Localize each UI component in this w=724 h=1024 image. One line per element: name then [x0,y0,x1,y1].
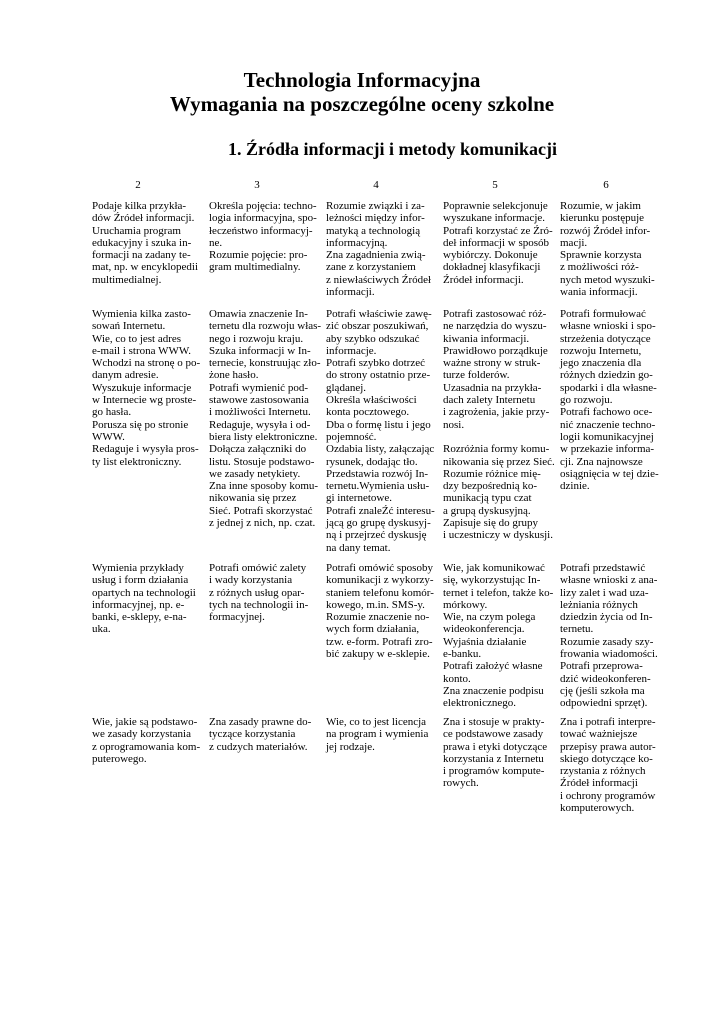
requirement-cell-r2-g6: Potrafi formułować własne wnioski i spo- strzeżenia dotyczące rozwoju Internetu, jego znaczenia dla różnych dziedzin go- spodarki i dla własne- go rozwoju. Potrafi fachowo oce- nić znaczenie techno- logii komunikacyjnej w przekazie informa- cji. Zna najnowsze osiągnięcia w tej dzie- dzinie. [560,308,659,493]
requirement-cell-r4-g3: Zna zasady prawne do- tyczące korzystania z cudzych materiałów. [209,716,312,753]
requirement-cell-r3-g6: Potrafi przedstawić własne wnioski z ana- lizy zalet i wad uza- leżniania różnych dziedzin życia od In- ternetu. Rozumie zasady szy- frowania wiadomości. Potrafi przeprowa- dzić wideokonferen- cję (jeśli szkoła ma odpowiedni sprzęt). [560,562,658,710]
grade-header-5: 5 [492,179,498,191]
requirement-cell-r2-g5: Potrafi zastosować róż- ne narzędzia do wyszu- kiwania informacji. Prawidłowo porządkuje ważne strony w struk- turze folderów. Uzasadnia na przykła- dach zalety Internetu i zagrożenia, jakie przy- nosi. Rozróżnia formy komu- nikowania się przez Sieć. Rozumie różnice mię- dzy bezpośrednią ko- munikacją typu czat a grupą dyskusyjną. Zapisuje się do grupy i uczestniczy w dyskusji. [443,308,555,542]
requirement-cell-r1-g5: Poprawnie selekcjonuje wyszukane informacje. Potrafi korzystać ze Źró- deł informacji w sposób wybiórczy. Dokonuje dokładnej klasyfikacji Źródeł informacji. [443,200,553,286]
requirement-cell-r1-g2: Podaje kilka przykła- dów Źródeł informacji. Uruchamia program edukacyjny i szuka in- formacji na zadany te- mat, np. w encyklopedii multimedialnej. [92,200,199,286]
requirement-cell-r4-g5: Zna i stosuje w prakty- ce podstawowe zasady prawa i etyki dotyczące korzystania z Internetu i programów kompute- rowych. [443,716,548,790]
requirement-cell-r2-g3: Omawia znaczenie In- ternetu dla rozwoju włas- nego i rozwoju kraju. Szuka informacji w In- ternecie, konstruując zło- żone hasło. Potrafi wymienić pod- stawowe zastosowania i możliwości Internetu. Redaguje, wysyła i od- biera listy elektroniczne. Dołącza załączniki do listu. Stosuje podstawo- we zasady netykiety. Zna inne sposoby komu- nikowania się przez Sieć. Potrafi skorzystać z jednej z nich, np. czat. [209,308,322,530]
grade-header-3: 3 [254,179,260,191]
requirement-cell-r2-g2: Wymienia kilka zasto- sowań Internetu. Wie, co to jest adres e-mail i strona WWW. Wchodzi na stronę o po- danym adresie. Wyszukuje informacje w Internecie wg proste- go hasła. Porusza się po stronie WWW. Redaguje i wysyła pros- ty list elektroniczny. [92,308,201,468]
requirement-cell-r4-g6: Zna i potrafi interpre- tować ważniejsze przepisy prawa autor- skiego dotyczące ko- rzystania z różnych Źródeł informacji i ochrony programów komputerowych. [560,716,656,815]
requirement-cell-r1-g6: Rozumie, w jakim kierunku postępuje rozwój Źródeł infor- macji. Sprawnie korzysta z możliwości róż- nych metod wyszuki- wania informacji. [560,200,655,299]
requirement-cell-r3-g5: Wie, jak komunikować się, wykorzystując In- ternet i telefon, także ko- mórkowy. Wie, na czym polega wideokonferencja. Wyjaśnia działanie e-banku. Potrafi założyć własne konto. Zna znaczenie podpisu elektronicznego. [443,562,554,710]
requirement-cell-r3-g2: Wymienia przykłady usług i form działania opartych na technologii informacyjnej, np. e- banki, e-sklepy, e-na- uka. [92,562,196,636]
document-title-line-1: Technologia Informacyjna [243,68,481,92]
requirement-cell-r4-g4: Wie, co to jest licencja na program i wymienia jej rodzaje. [326,716,429,753]
document-title-line-2: Wymagania na poszczególne oceny szkolne [169,92,555,116]
requirement-cell-r4-g2: Wie, jakie są podstawo- we zasady korzystania z oprogramowania kom- puterowego. [92,716,201,765]
grade-header-6: 6 [603,179,609,191]
requirement-cell-r3-g3: Potrafi omówić zalety i wady korzystania z różnych usług opar- tych na technologii in- formacyjnej. [209,562,309,624]
grade-header-2: 2 [135,179,141,191]
requirement-cell-r3-g4: Potrafi omówić sposoby komunikacji z wykorzy- staniem telefonu komór- kowego, m.in. SMS-y. Rozumie znaczenie no- wych form działania, tzw. e-form. Potrafi zro- bić zakupy w e-sklepie. [326,562,434,661]
grade-header-4: 4 [373,179,379,191]
requirement-cell-r1-g4: Rozumie związki i za- leżności między infor- matyką a technologią informacyjną. Zna zagadnienia zwią- zane z korzystaniem z niewłaściwych Źródeł informacji. [326,200,432,299]
section-heading: 1. Źródła informacji i metody komunikacji [228,139,557,159]
requirement-cell-r2-g4: Potrafi właściwie zawę- zić obszar poszukiwań, aby szybko odszukać informacje. Potrafi szybko dotrzeć do strony ostatnio prze- glądanej. Określa właściwości konta pocztowego. Dba o formę listu i jego pojemność. Ozdabia listy, załączając rysunek, dodając tło. Przedstawia rozwój In- ternetu.Wymienia usłu- gi internetowe. Potrafi znaleŹć interesu- jącą go grupę dyskusyj- ną i przejrzeć dyskusję na dany temat. [326,308,435,554]
requirement-cell-r1-g3: Określa pojęcia: techno- logia informacyjna, spo- łeczeństwo informacyj- ne. Rozumie pojęcie: pro- gram multimedialny. [209,200,317,274]
